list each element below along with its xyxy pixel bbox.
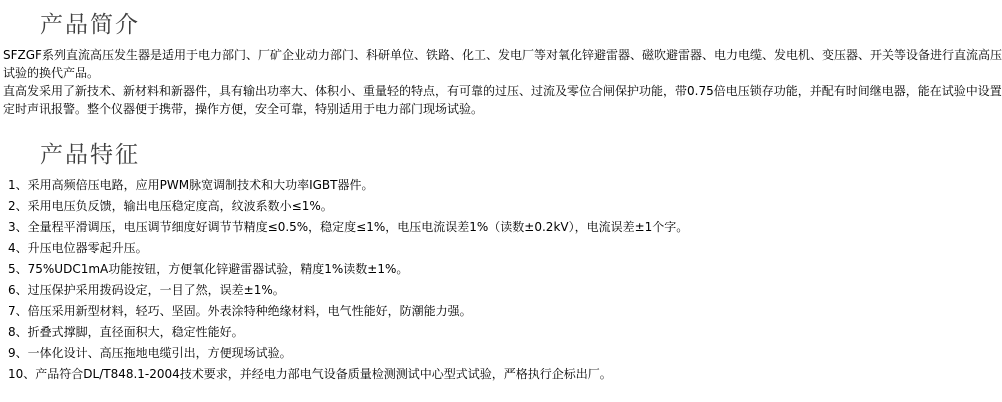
feature-item: 3、全量程平滑调压，电压调节细度好调节节精度≤0.5%，稳定度≤1%，电压电流误差1%（读数±0.2kV），电流误差±1个字。 bbox=[8, 220, 689, 234]
feature-item: 6、过压保护采用拨码设定，一目了然，误差±1%。 bbox=[8, 283, 285, 297]
feature-item: 1、采用高频倍压电路，应用PWM脉宽调制技术和大功率IGBT器件。 bbox=[8, 178, 374, 192]
intro-paragraph: SFZGF系列直流高压发生器是适用于电力部门、厂矿企业动力部门、科研单位、铁路、化工、发电厂等对氧化锌避雷器、磁吹避雷器、电力电缆、发电机、变压器、开关等设备进行直流高压试验的换代产品。 bbox=[3, 48, 1002, 80]
section-title-product-intro: 产品简介 bbox=[40, 12, 140, 38]
feature-item: 9、一体化设计、高压拖地电缆引出，方便现场试验。 bbox=[8, 346, 292, 360]
product-intro-text bbox=[3, 46, 1002, 118]
feature-item: 2、采用电压负反馈，输出电压稳定度高，纹波系数小≤1%。 bbox=[8, 199, 333, 213]
feature-item: 4、升压电位器零起升压。 bbox=[8, 241, 148, 255]
feature-item: 7、倍压采用新型材料，轻巧、坚固。外表涂特种绝缘材料，电气性能好，防潮能力强。 bbox=[8, 304, 472, 318]
feature-item: 10、产品符合DL/T848.1-2004技术要求，并经电力部电气设备质量检测测试中心型式试验，严格执行企标出厂。 bbox=[8, 367, 612, 381]
intro-paragraph: 直高发采用了新技术、新材料和新器件，具有输出功率大、体积小、重量轻的特点，有可靠的过压、过流及零位合闸保护功能，带0.75倍电压锁存功能，并配有时间继电器，能在试验中设置定时声讯报警。整个仪器便于携带，操作方便，安全可靠，特别适用于电力部门现场试验。 bbox=[3, 84, 1002, 116]
section-title-product-features: 产品特征 bbox=[40, 142, 140, 168]
feature-item: 8、折叠式撑脚，直径面积大，稳定性能好。 bbox=[8, 325, 244, 339]
product-features-list bbox=[8, 176, 1002, 384]
feature-item: 5、75%UDC1mA功能按钮，方便氧化锌避雷器试验，精度1%读数±1%。 bbox=[8, 262, 409, 276]
